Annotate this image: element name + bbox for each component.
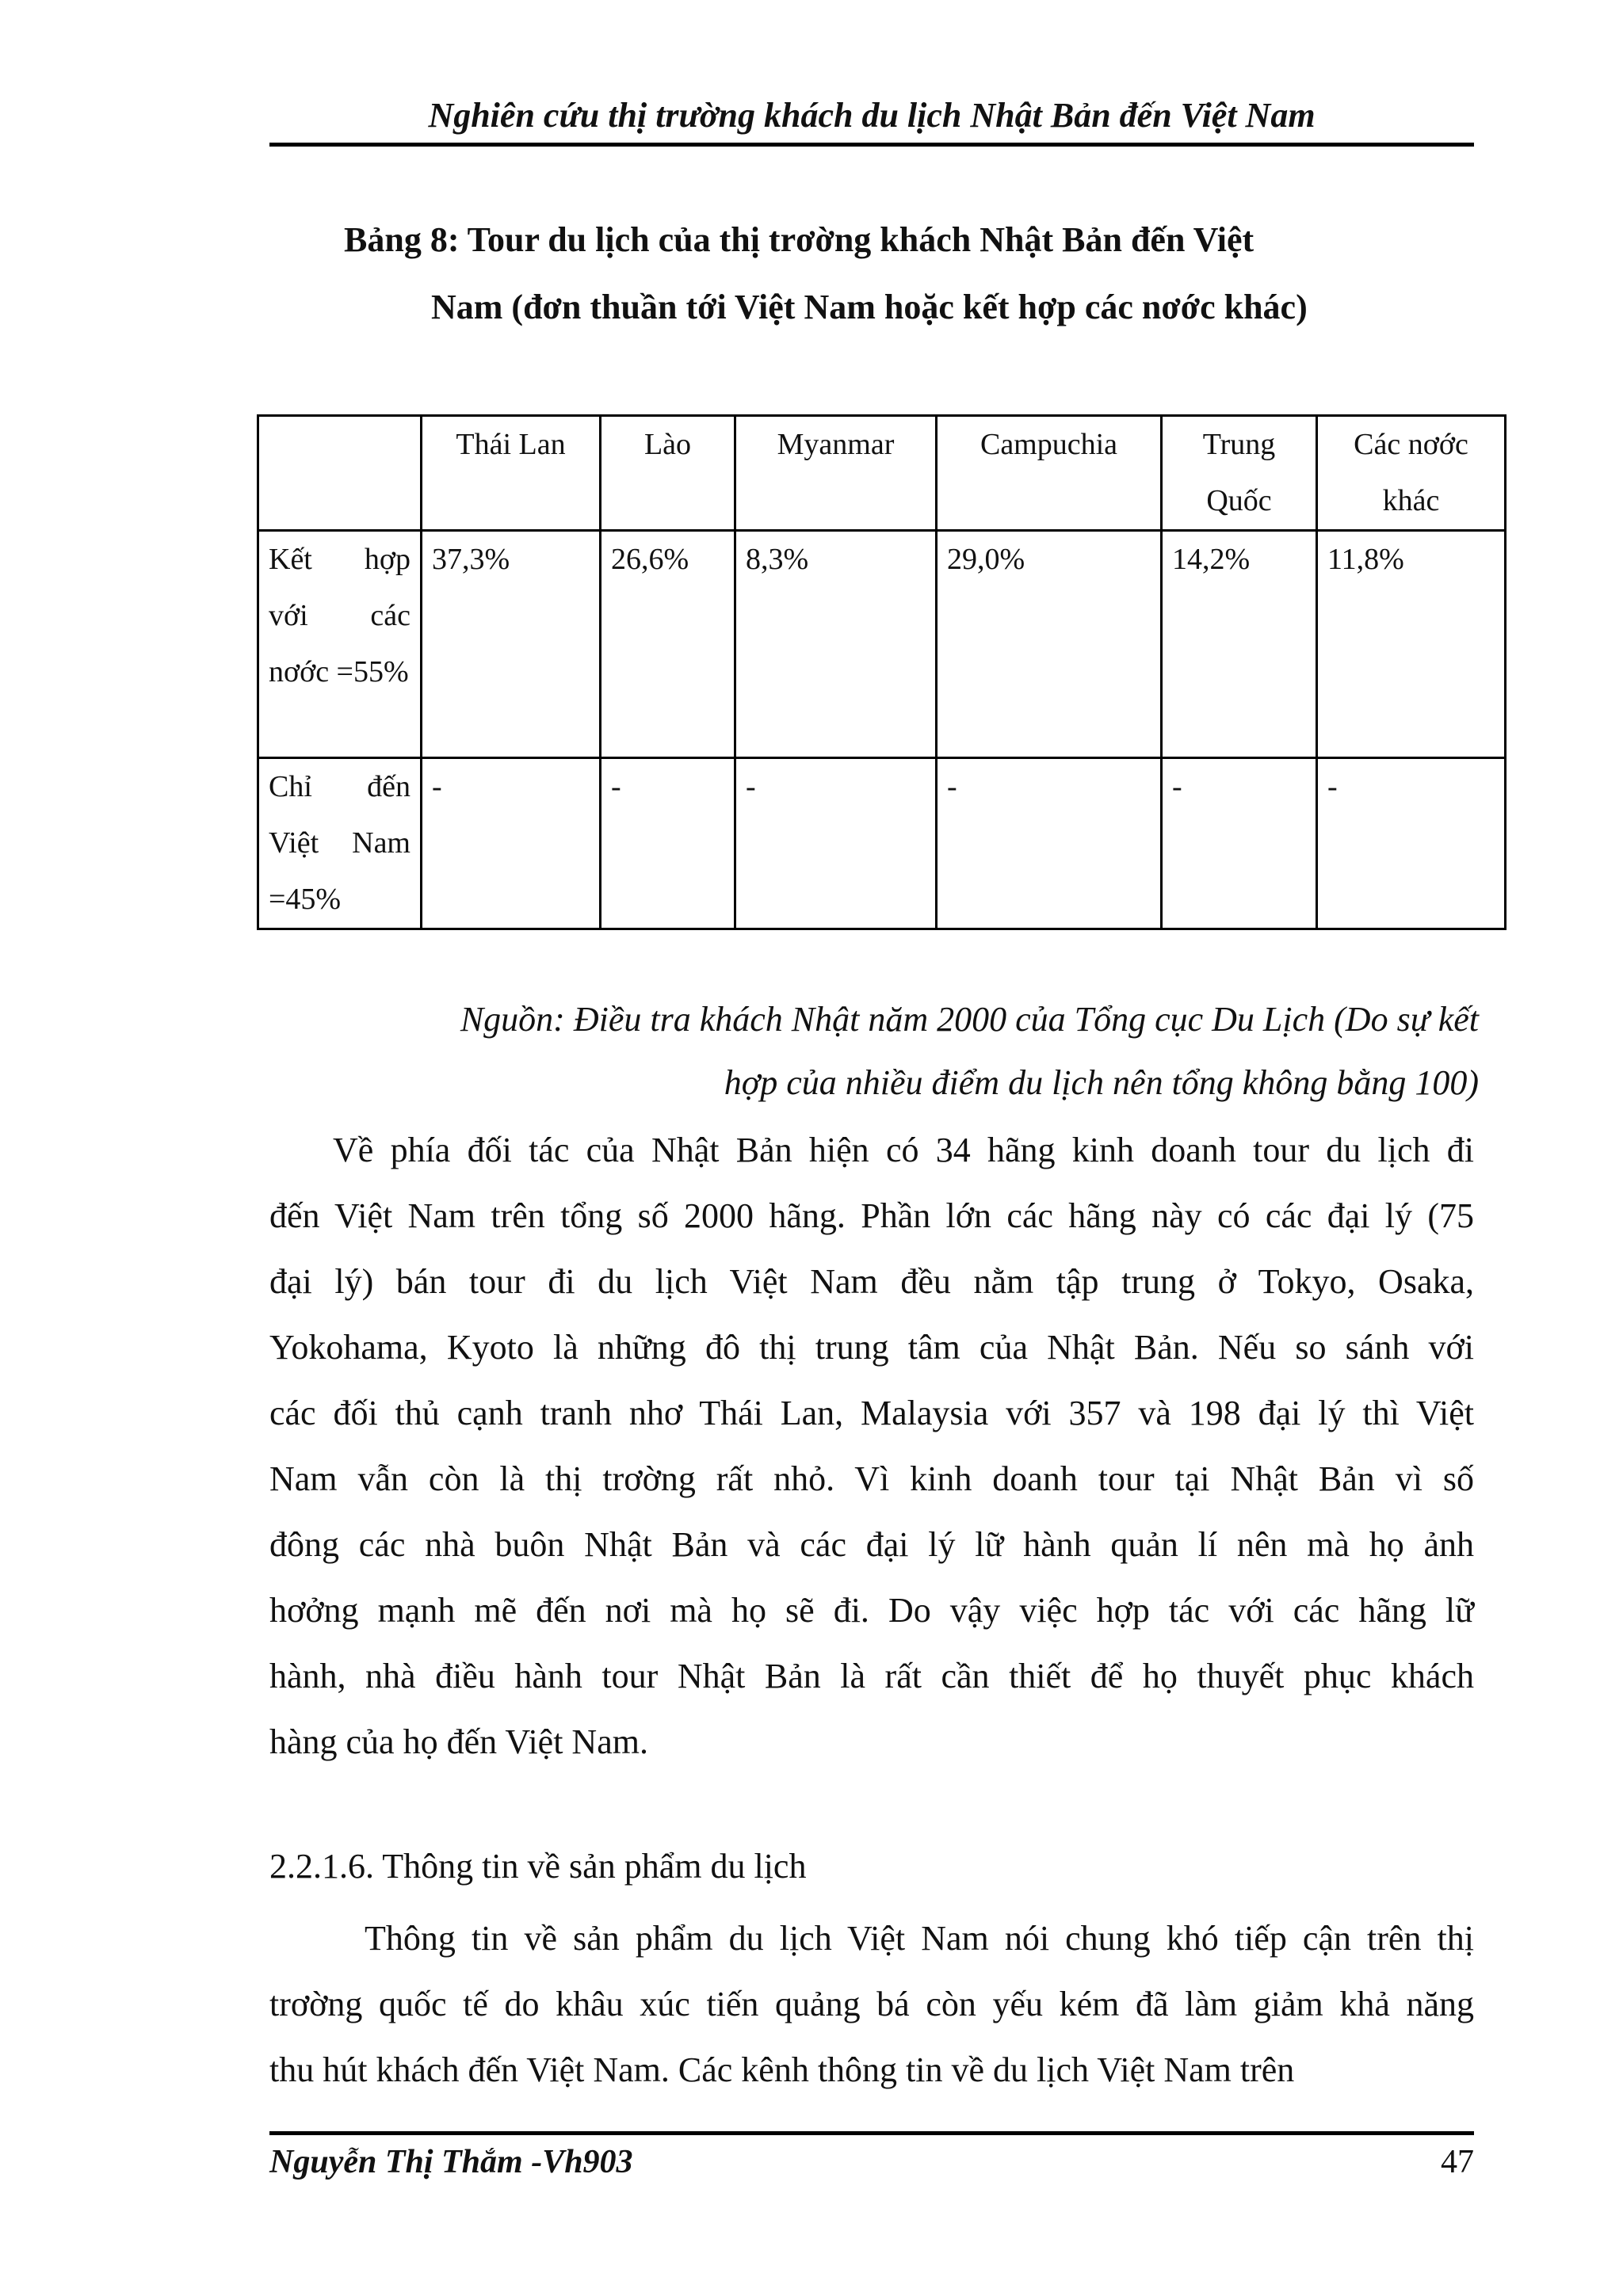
source-note-line-1: Nguồn: Điều tra khách Nhật năm 2000 của Tổng cục Du Lịch (Do sự kết [460, 1000, 1479, 1039]
paragraph-line: đông các nhà buôn Nhật Bản và các đại lý lữ hành quản lí nên mà họ ảnh [269, 1525, 1474, 1564]
paragraph-line: Nam vẫn còn là thị trơờng rất nhỏ. Vì kinh doanh tour tại Nhật Bản vì số [269, 1459, 1474, 1498]
table-cell: - [735, 758, 937, 929]
page-number: 47 [1441, 2144, 1474, 2180]
column-header: Myanmar [735, 416, 937, 531]
source-note-line-2: hợp của nhiều điểm du lịch nên tổng không bằng 100) [724, 1063, 1479, 1102]
footer-author: Nguyễn Thị Thắm -Vh903 [269, 2144, 633, 2180]
paragraph-line: Yokohama, Kyoto là những đô thị trung tâm của Nhật Bản. Nếu so sánh với [269, 1328, 1474, 1367]
paragraph-line: đại lý) bán tour đi du lịch Việt Nam đều nằm tập trung ở Tokyo, Osaka, [269, 1262, 1474, 1301]
tour-table [257, 414, 1507, 930]
table-cell: 14,2% [1162, 531, 1317, 758]
paragraph-line: hơởng mạnh mẽ đến nơi mà họ sẽ đi. Do vậy việc hợp tác với các hãng lữ [269, 1591, 1474, 1630]
table-cell: - [1162, 758, 1317, 929]
table-row [258, 758, 1506, 929]
table-cell: - [601, 758, 735, 929]
footer-rule [269, 2131, 1474, 2135]
paragraph-line: đến Việt Nam trên tổng số 2000 hãng. Phần lớn các hãng này có các đại lý (75 [269, 1196, 1474, 1235]
column-header: Thái Lan [422, 416, 601, 531]
table-cell: 26,6% [601, 531, 735, 758]
column-header: Lào [601, 416, 735, 531]
column-header: Các nơớc khác [1317, 416, 1506, 531]
paragraph-line: hàng của họ đến Việt Nam. [269, 1722, 648, 1761]
table-cell: 29,0% [937, 531, 1162, 758]
paragraph-line: trơờng quốc tế do khâu xúc tiến quảng bá còn yếu kém đã làm giảm khả năng [269, 1985, 1474, 2023]
table-row [258, 531, 1506, 758]
paragraph-line: Về phía đối tác của Nhật Bản hiện có 34 hãng kinh doanh tour du lịch đi [333, 1131, 1474, 1169]
paragraph-line: hành, nhà điều hành tour Nhật Bản là rất cần thiết để họ thuyết phục khách [269, 1657, 1474, 1695]
table-cell: - [422, 758, 601, 929]
body-paragraph-2 [269, 1905, 1474, 2103]
table-cell: 8,3% [735, 531, 937, 758]
paragraph-line: các đối thủ cạnh tranh nhơ Thái Lan, Malaysia với 357 và 198 đại lý thì Việt [269, 1394, 1474, 1432]
paragraph-line: Thông tin về sản phẩm du lịch Việt Nam nói chung khó tiếp cận trên thị [365, 1919, 1474, 1958]
header-rule [269, 143, 1474, 147]
column-header: Trung Quốc [1162, 416, 1317, 531]
table-header-row [258, 416, 1506, 531]
paragraph-line: thu hút khách đến Việt Nam. Các kênh thông tin về du lịch Việt Nam trên [269, 2050, 1295, 2089]
table-cell: - [1317, 758, 1506, 929]
table-title-line-1: Bảng 8: Tour du lịch của thị trơờng khách Nhật Bản đến Việt [344, 220, 1254, 259]
row-label: Kết hợp với các nơớc =55% [258, 531, 422, 758]
running-header: Nghiên cứu thị trường khách du lịch Nhật Bản đến Việt Nam [428, 96, 1316, 135]
column-header: Campuchia [937, 416, 1162, 531]
row-label: Chỉ đến Việt Nam =45% [258, 758, 422, 929]
table-cell: 11,8% [1317, 531, 1506, 758]
table-cell: 37,3% [422, 531, 601, 758]
table-title-line-2: Nam (đơn thuần tới Việt Nam hoặc kết hợp các nơớc khác) [431, 288, 1308, 326]
section-heading: 2.2.1.6. Thông tin về sản phẩm du lịch [269, 1847, 807, 1886]
table-corner-cell [258, 416, 422, 531]
body-paragraph-1 [269, 1117, 1474, 1775]
table-cell: - [937, 758, 1162, 929]
